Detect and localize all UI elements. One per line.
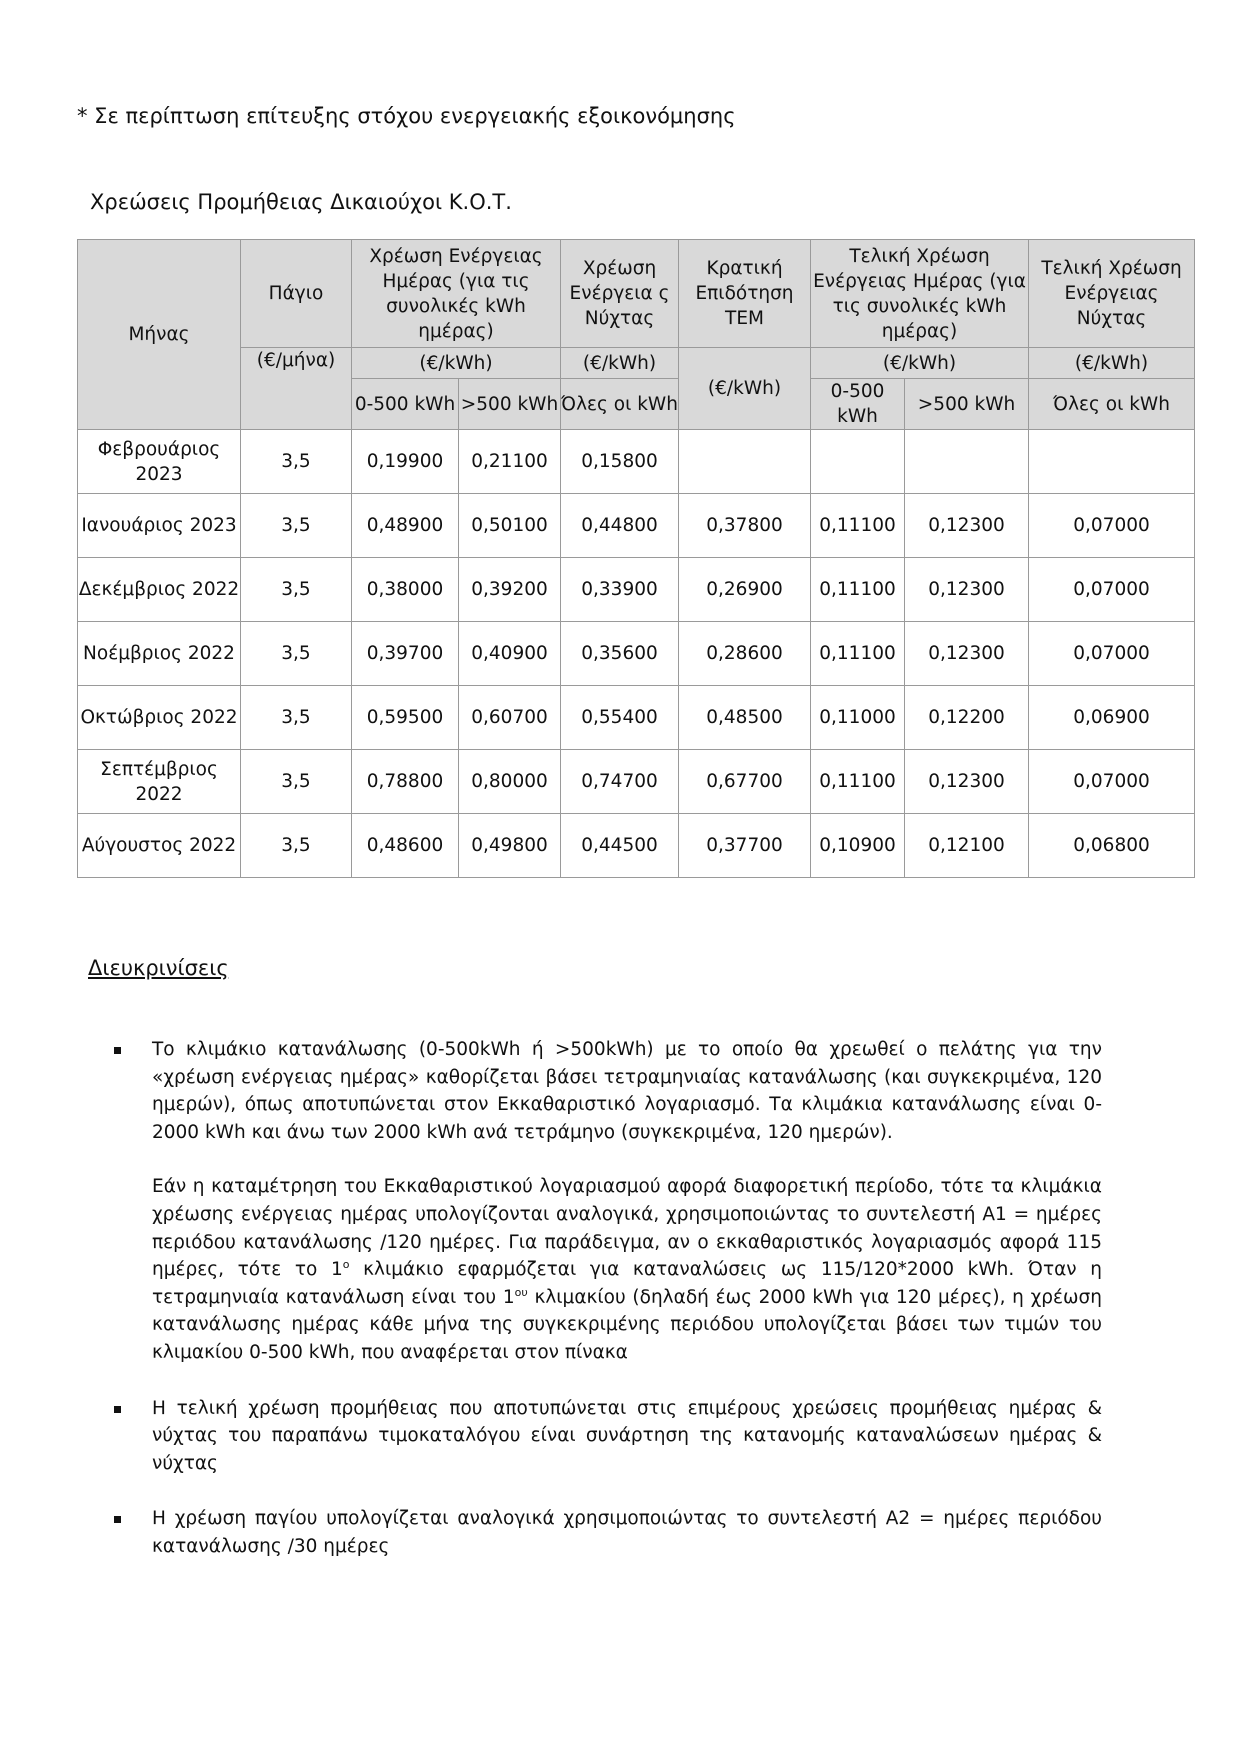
cell-night: 0,55400	[561, 686, 679, 750]
cell-day-tier1: 0,19900	[352, 430, 459, 494]
tariff-table	[77, 239, 1195, 878]
cell-final-night: 0,07000	[1029, 750, 1195, 814]
clarification-paragraph: Η χρέωση παγίου υπολογίζεται αναλογικά χρησιμοποιώντας το συντελεστή Α2 = ημέρες περιόδου κατανάλωσης /30 ημέρες	[152, 1508, 1102, 1557]
cell-subsidy: 0,26900	[679, 558, 811, 622]
cell-final-night	[1029, 430, 1195, 494]
cell-fixed: 3,5	[241, 430, 352, 494]
cell-night: 0,74700	[561, 750, 679, 814]
cell-month: Νοέμβριος 2022	[78, 622, 241, 686]
cell-final-tier1: 0,11100	[811, 750, 905, 814]
cell-night: 0,44800	[561, 494, 679, 558]
bullet-square-icon	[114, 1516, 121, 1523]
cell-final-night: 0,07000	[1029, 494, 1195, 558]
cell-final-tier2: 0,12300	[905, 750, 1029, 814]
cell-subsidy: 0,67700	[679, 750, 811, 814]
cell-day-tier1: 0,38000	[352, 558, 459, 622]
cell-night: 0,33900	[561, 558, 679, 622]
list-item	[112, 1505, 1102, 1560]
clarification-paragraph: Το κλιμάκιο κατανάλωσης (0-500kWh ή >500kWh) με το οποίο θα χρεωθεί ο πελάτης για την «χρέωση ενέργειας ημέρας» καθορίζεται βάσει τετραμηνιαίας κατανάλωσης (και συγκεκριμένα, 120 ημερών), όπως αποτυπώνεται στον Εκκαθαριστικό λογαριασμό. Τα κλιμάκια κατανάλωσης είναι 0-2000 kWh και άνω των 2000 kWh ανά τετράμηνο (συγκεκριμένα, 120 ημερών).	[152, 1039, 1102, 1143]
cell-fixed: 3,5	[241, 558, 352, 622]
header-subsidy: Κρατική Επιδότηση ΤΕΜ	[679, 240, 811, 348]
superscript: ου	[514, 1285, 528, 1299]
header-night-energy: Χρέωση Ενέργεια ς Νύχτας	[561, 240, 679, 348]
superscript: ο	[342, 1258, 350, 1271]
cell-final-night: 0,06900	[1029, 686, 1195, 750]
header-final-night: Τελική Χρέωση Ενέργειας Νύχτας	[1029, 240, 1195, 348]
clarification-paragraph: Η τελική χρέωση προμήθειας που αποτυπώνεται στις επιμέρους χρεώσεις προμήθειας ημέρας & νύχτας του παραπάνω τιμοκαταλόγου είναι συνάρτηση της κατανομής καταναλώσεων ημέρας & νύχτας	[152, 1397, 1102, 1474]
cell-fixed: 3,5	[241, 494, 352, 558]
paragraph-text: κλιμάκιο εφαρμόζεται για καταναλώσεις ως 115/120*2000 kWh. Όταν η τετραμηνιαία κατανάλωση είναι του 1	[152, 1259, 1102, 1308]
cell-day-tier2: 0,21100	[459, 430, 561, 494]
list-item	[112, 1395, 1102, 1478]
header-final-tier2: >500 kWh	[905, 379, 1029, 430]
header-fixed: Πάγιο	[241, 240, 352, 348]
cell-night: 0,15800	[561, 430, 679, 494]
paragraph-text: Εάν η καταμέτρηση του Εκκαθαριστικού λογαριασμού αφορά διαφορετική περίοδο, τότε τα κλιμάκια χρέωσης ενέργειας ημέρας υπολογίζονται αναλογικά, χρησιμοποιώντας το συντελεστή Α1 = ημέρες περιόδου κατανάλωσης /120 ημέρες. Για παράδειγμα, αν ο εκκαθαριστικός λογαριασμός αφορά 115 ημέρες, τότε το 1	[152, 1176, 1102, 1281]
cell-day-tier1: 0,59500	[352, 686, 459, 750]
cell-final-night: 0,07000	[1029, 558, 1195, 622]
cell-final-tier2	[905, 430, 1029, 494]
table-row	[78, 686, 1195, 750]
cell-night: 0,35600	[561, 622, 679, 686]
cell-subsidy: 0,37700	[679, 814, 811, 878]
cell-final-tier1: 0,11100	[811, 558, 905, 622]
header-final-day-unit: (€/kWh)	[811, 348, 1029, 379]
header-night-unit: (€/kWh)	[561, 348, 679, 379]
cell-final-tier2: 0,12200	[905, 686, 1029, 750]
cell-fixed: 3,5	[241, 814, 352, 878]
cell-final-tier2: 0,12100	[905, 814, 1029, 878]
paragraph-text: κλιμακίου (δηλαδή έως 2000 kWh για 120 μέρες), η χρέωση κατανάλωσης ημέρας κάθε μήνα της συγκεκριμένης περιόδου υπολογίζεται βάσει των τιμών του κλιμακίου 0-500 kWh, που αναφέρεται στον πίνακα	[152, 1286, 1102, 1363]
cell-final-tier1: 0,10900	[811, 814, 905, 878]
cell-fixed: 3,5	[241, 750, 352, 814]
header-month: Μήνας	[78, 240, 241, 430]
clarifications-list	[112, 1036, 1102, 1589]
bullet-square-icon	[114, 1047, 121, 1054]
cell-day-tier2: 0,49800	[459, 814, 561, 878]
cell-subsidy: 0,37800	[679, 494, 811, 558]
cell-day-tier2: 0,39200	[459, 558, 561, 622]
cell-final-tier1: 0,11100	[811, 494, 905, 558]
cell-subsidy: 0,48500	[679, 686, 811, 750]
cell-fixed: 3,5	[241, 686, 352, 750]
cell-day-tier2: 0,50100	[459, 494, 561, 558]
clarification-paragraph	[152, 1173, 1102, 1366]
header-final-tier1: 0-500 kWh	[811, 379, 905, 430]
header-final-day: Τελική Χρέωση Ενέργειας Ημέρας (για τις συνολικές kWh ημέρας)	[811, 240, 1029, 348]
cell-final-tier1	[811, 430, 905, 494]
header-day-tier2: >500 kWh	[459, 379, 561, 430]
table-row	[78, 814, 1195, 878]
cell-final-tier2: 0,12300	[905, 558, 1029, 622]
header-final-night-all: Όλες οι kWh	[1029, 379, 1195, 430]
cell-final-night: 0,06800	[1029, 814, 1195, 878]
header-day-tier1: 0-500 kWh	[352, 379, 459, 430]
table-row	[78, 558, 1195, 622]
cell-subsidy	[679, 430, 811, 494]
cell-final-tier1: 0,11000	[811, 686, 905, 750]
header-subsidy-unit: (€/kWh)	[679, 348, 811, 430]
cell-day-tier2: 0,60700	[459, 686, 561, 750]
table-row	[78, 750, 1195, 814]
header-fixed-unit: (€/μήνα)	[241, 348, 352, 430]
cell-final-tier2: 0,12300	[905, 622, 1029, 686]
cell-day-tier1: 0,39700	[352, 622, 459, 686]
bullet-square-icon	[114, 1406, 121, 1413]
tariff-rows	[78, 430, 1195, 878]
cell-month: Σεπτέμβριος 2022	[78, 750, 241, 814]
header-night-all: Όλες οι kWh	[561, 379, 679, 430]
cell-night: 0,44500	[561, 814, 679, 878]
cell-month: Οκτώβριος 2022	[78, 686, 241, 750]
table-row	[78, 494, 1195, 558]
cell-subsidy: 0,28600	[679, 622, 811, 686]
cell-day-tier1: 0,78800	[352, 750, 459, 814]
cell-day-tier2: 0,40900	[459, 622, 561, 686]
clarifications-heading: Διευκρινίσεις	[88, 956, 229, 980]
table-title: Χρεώσεις Προμήθειας Δικαιούχοι Κ.Ο.Τ.	[90, 190, 512, 214]
cell-day-tier2: 0,80000	[459, 750, 561, 814]
cell-fixed: 3,5	[241, 622, 352, 686]
table-row	[78, 430, 1195, 494]
cell-final-tier1: 0,11100	[811, 622, 905, 686]
list-item	[112, 1036, 1102, 1367]
savings-footnote: * Σε περίπτωση επίτευξης στόχου ενεργειακής εξοικονόμησης	[77, 104, 736, 128]
cell-day-tier1: 0,48600	[352, 814, 459, 878]
cell-month: Αύγουστος 2022	[78, 814, 241, 878]
cell-month: Φεβρουάριος 2023	[78, 430, 241, 494]
cell-final-tier2: 0,12300	[905, 494, 1029, 558]
cell-day-tier1: 0,48900	[352, 494, 459, 558]
cell-month: Ιανουάριος 2023	[78, 494, 241, 558]
header-day-energy: Χρέωση Ενέργειας Ημέρας (για τις συνολικές kWh ημέρας)	[352, 240, 561, 348]
header-final-night-unit: (€/kWh)	[1029, 348, 1195, 379]
cell-month: Δεκέμβριος 2022	[78, 558, 241, 622]
cell-final-night: 0,07000	[1029, 622, 1195, 686]
header-day-unit: (€/kWh)	[352, 348, 561, 379]
table-row	[78, 622, 1195, 686]
